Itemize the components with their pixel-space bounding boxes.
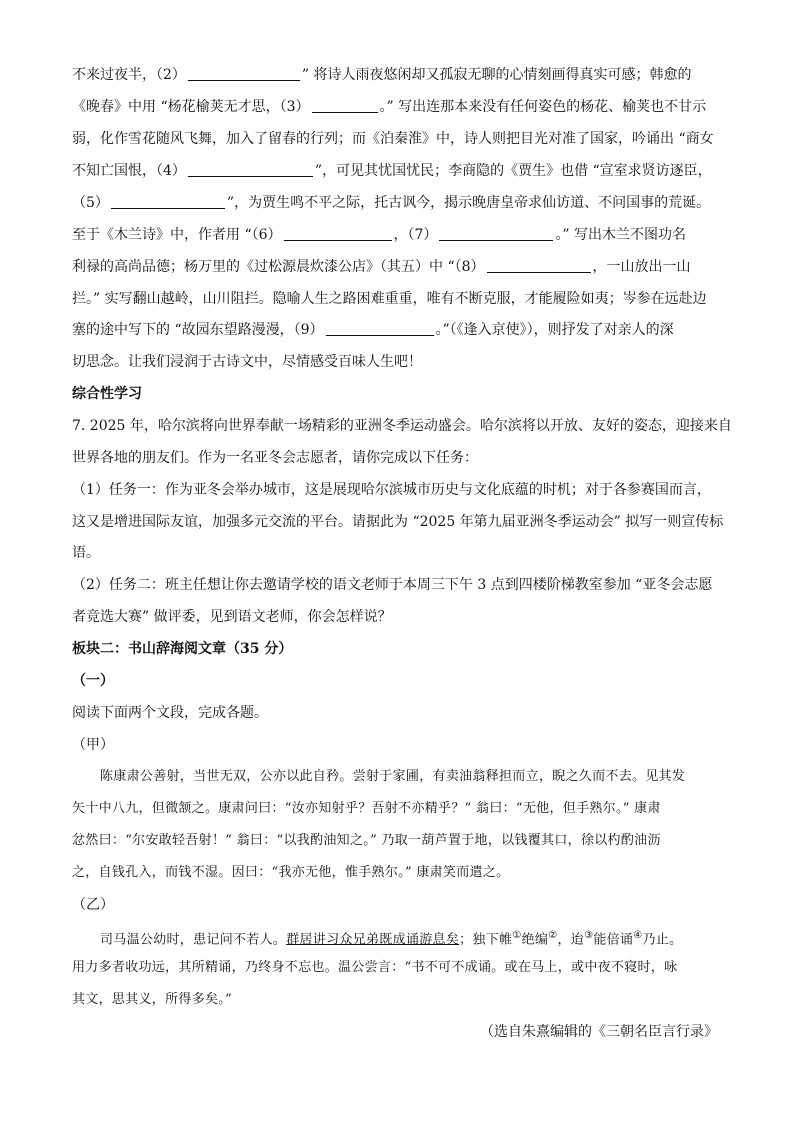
answer-blank-8[interactable] xyxy=(487,258,591,273)
passage-yi-line-3: 其文，思其义，所得多矣。” xyxy=(72,992,233,1007)
text: 。” 写出木兰不图功名 xyxy=(555,227,687,243)
block2-title: 板块二：书山辞海阅文章（35 分） xyxy=(72,641,293,657)
text: ，（7） xyxy=(393,227,438,243)
text: ”，可见其忧国忧民；李商隐的《贾生》也借 “宣室求贤访逐臣， xyxy=(314,163,712,179)
answer-blank-6[interactable] xyxy=(284,226,392,241)
passage-jia-line-1: 陈康肃公善射，当世无双，公亦以此自矜。尝射于家圃，有卖油翁释担而立，睨之久而不去。见其发 xyxy=(100,769,686,784)
answer-blank-9[interactable] xyxy=(326,321,434,336)
passage-yi-line-2: 用力多者收功远，其所精诵，乃终身不忘也。温公尝言：“书不可不成诵。或在马上，或中夜不寝时，咏 xyxy=(72,960,678,975)
poetry-line-7 xyxy=(72,257,732,277)
poetry-line-8: 拦。” 实写翻山越岭，山川阻拦。隐喻人生之路困难重重，唯有不断克服，才能履险如夷；岑参在远赴边 xyxy=(72,291,707,307)
q7-task2-line-2: 者竞选大赛” 做评委，见到语文老师，你会怎样说？ xyxy=(72,609,392,625)
footnote-marker-2: ② xyxy=(548,930,558,941)
text: ；独下帷 xyxy=(459,932,513,948)
text: 利禄的高尚品德；杨万里的《过松源晨炊漆公店》（其五）中 “（8） xyxy=(72,259,485,275)
passage-jia-line-4: 之，自钱孔入，而钱不湿。因曰：“我亦无他，惟手熟尔。” 康肃笑而遣之。 xyxy=(72,865,510,880)
text: ，一山放出一山 xyxy=(592,259,691,275)
poetry-line-1 xyxy=(72,65,732,85)
poetry-line-9 xyxy=(72,320,732,340)
footnote-marker-3: ③ xyxy=(584,930,594,941)
poetry-line-6 xyxy=(72,225,732,245)
poetry-line-5 xyxy=(72,193,732,213)
passage-yi-label: （乙） xyxy=(72,897,114,913)
answer-blank-7[interactable] xyxy=(439,226,553,241)
underlined-sentence: 群居讲习众兄弟既成诵游息矣 xyxy=(286,932,460,948)
footnote-marker-1: ① xyxy=(512,930,522,941)
text: ”，为贾生鸣不平之际，托古讽今，揭示晚唐皇帝求仙访道、不问国事的荒诞。 xyxy=(226,195,711,211)
poetry-line-3: 弱，化作雪花随风飞舞，加入了留春的行列；而《泊秦淮》中，诗人则把目光对准了国家，吟诵出 “商女 xyxy=(72,131,714,147)
text: 能倍诵 xyxy=(593,932,634,948)
text: 。”（《逢入京使》），则抒发了对亲人的深 xyxy=(435,322,674,338)
answer-blank-2[interactable] xyxy=(188,66,300,81)
passage-jia-line-3: 忿然曰：“尔安敢轻吾射！” 翁曰：“以我酌油知之。” 乃取一葫芦置于地，以钱覆其口，徐以杓酌油沥 xyxy=(72,833,661,848)
text: 司马温公幼时，患记问不若人。 xyxy=(100,932,287,948)
source-citation: （选自朱熹编辑的《三朝名臣言行录》 xyxy=(480,1024,718,1040)
text: 至于《木兰诗》中，作者用 “（6） xyxy=(72,227,282,243)
q7-task1-line-1: （1）任务一：作为亚冬会举办城市，这是展现哈尔滨城市历史与文化底蕴的时机；对于各参赛国而言， xyxy=(72,482,711,498)
passage-jia-label: （甲） xyxy=(72,737,114,753)
q7-task1-line-3: 语。 xyxy=(72,545,100,561)
text: 乃止。 xyxy=(642,932,683,948)
q7-task2-line-1: （2）任务二：班主任想让你去邀请学校的语文老师于本周三下午 3 点到四楼阶梯教室参加 “亚冬会志愿 xyxy=(72,577,713,593)
passage-jia-line-2: 矢十中八九，但微颔之。康肃问曰：“汝亦知射乎？吾射不亦精乎？” 翁曰：“无他，但手熟尔。” 康肃 xyxy=(72,801,661,816)
poetry-line-2 xyxy=(72,97,732,117)
reading-instruction: 阅读下面两个文段，完成各题。 xyxy=(72,705,268,721)
passage-yi-line-1 xyxy=(100,926,720,950)
text: 。” 写出连那本来没有任何姿色的杨花、榆荚也不甘示 xyxy=(379,99,707,115)
q7-line-1: 7. 2025 年，哈尔滨将向世界奉献一场精彩的亚洲冬季运动盛会。哈尔滨将以开放、友好的姿态，迎接来自 xyxy=(72,418,732,434)
text: 绝编 xyxy=(521,932,549,948)
text: ” 将诗人雨夜悠闲却又孤寂无聊的心情刻画得真实可感；韩愈的 xyxy=(301,67,692,83)
part-one-label: （一） xyxy=(72,673,114,689)
text: 塞的途中写下的 “故园东望路漫漫，（9） xyxy=(72,322,324,338)
section-heading-comprehensive: 综合性学习 xyxy=(72,386,142,402)
footnote-marker-4: ④ xyxy=(633,930,643,941)
text: 不来过夜半，（2） xyxy=(72,67,186,83)
q7-line-2: 世界各地的朋友们。作为一名亚冬会志愿者，请你完成以下任务： xyxy=(72,450,478,466)
answer-blank-4[interactable] xyxy=(188,162,313,177)
text: ，迨 xyxy=(557,932,585,948)
answer-blank-3[interactable] xyxy=(312,98,378,113)
text: 不知亡国恨，（4） xyxy=(72,163,186,179)
q7-task1-line-2: 这又是增进国际友谊，加强多元交流的平台。请据此为 “2025 年第九届亚洲冬季运动会” 拟写一则宣传标 xyxy=(72,514,724,530)
answer-blank-5[interactable] xyxy=(111,194,225,209)
poetry-line-4 xyxy=(72,161,732,181)
poetry-line-10: 切思念。让我们浸润于古诗文中，尽情感受百味人生吧！ xyxy=(72,354,422,370)
text: （5） xyxy=(72,195,109,211)
text: 《晚春》中用 “杨花榆荚无才思，（3） xyxy=(72,99,310,115)
